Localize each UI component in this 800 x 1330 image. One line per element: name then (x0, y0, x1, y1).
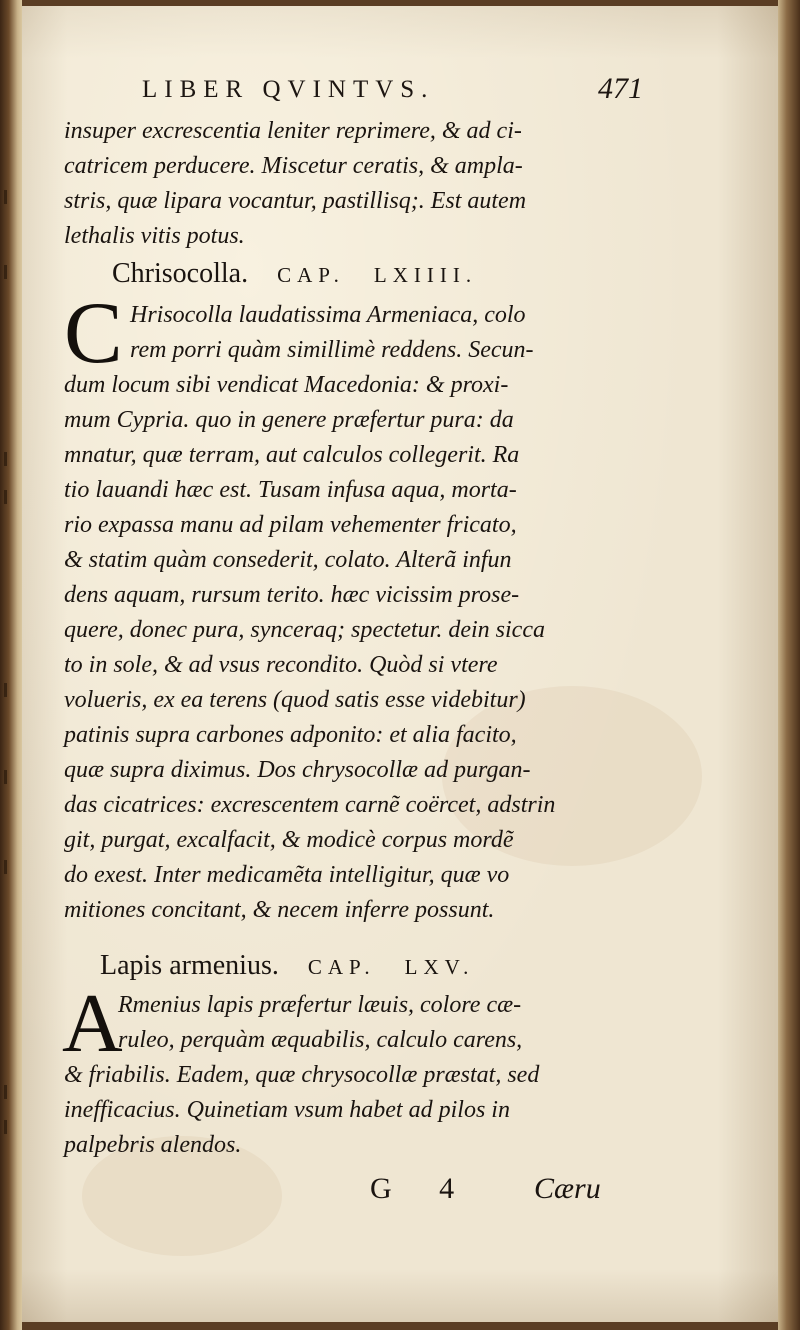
text-line: & friabilis. Eadem, quæ chrysocollæ præstat, sed (64, 1062, 540, 1088)
text-line: Hrisocolla laudatissima Armeniaca, colo (130, 302, 526, 328)
text-line: dum locum sibi vendicat Macedonia: & proxi- (64, 372, 509, 398)
text-line: lethalis vitis potus. (64, 223, 245, 249)
section-title: Chrisocolla. (112, 258, 249, 289)
text-line: git, purgat, excalfacit, & modicè corpus mordẽ (64, 827, 514, 853)
chapter-number: LXIIII. (373, 263, 478, 287)
catchword: Cæru (534, 1172, 601, 1205)
gutter-thread-marks (4, 0, 12, 1330)
text-line: Rmenius lapis præfertur læuis, colore cæ- (118, 992, 522, 1018)
text-line: dens aquam, rursum terito. hæc vicissim prose- (64, 582, 520, 608)
text-line: mum Cypria. quo in genere præfertur pura: da (64, 407, 514, 433)
text-line: volueris, ex ea terens (quod satis esse videbitur) (64, 687, 526, 713)
chapter-number: LXV. (404, 955, 475, 979)
book-edge-right (778, 0, 800, 1330)
signature-mark: G 4 (370, 1172, 475, 1205)
section-body-lapis-armenius (64, 988, 624, 1163)
text-line: patinis supra carbones adponito: et alia facito, (64, 722, 517, 748)
text-line: das cicatrices: excrescentem carnẽ coërcet, adstrin (64, 792, 556, 818)
text-line: mitiones concitant, & necem inferre possunt. (64, 897, 495, 923)
text-line: do exest. Inter medicamẽta intelligitur, quæ vo (64, 862, 510, 888)
text-line: quæ supra diximus. Dos chrysocollæ ad purgan- (64, 757, 531, 783)
chapter-label: CAP. (307, 955, 376, 979)
page-number: 471 (598, 72, 643, 105)
text-line: mnatur, quæ terram, aut calculos collegerit. Ra (64, 442, 520, 468)
text-line: quere, donec pura, synceraq; spectetur. dein sicca (64, 617, 545, 643)
text-line: inefficacius. Quinetiam vsum habet ad pilos in (64, 1097, 510, 1123)
text-line: rio expassa manu ad pilam vehementer fricato, (64, 512, 517, 538)
chapter-label: CAP. (277, 263, 345, 287)
text-line: insuper excrescentia leniter reprimere, & ad ci- (64, 118, 522, 144)
text-line: tio lauandi hæc est. Tusam infusa aqua, morta- (64, 477, 517, 503)
section-heading-lapis-armenius (100, 950, 474, 982)
section-body-chrisocolla (64, 298, 624, 928)
section-heading-chrisocolla (112, 258, 477, 290)
text-line: palpebris alendos. (64, 1132, 242, 1158)
running-head: LIBER QVINTVS. (142, 76, 435, 103)
text-line: stris, quæ lipara vocantur, pastillisq;. Est autem (64, 188, 527, 214)
drop-cap-letter: A (62, 977, 123, 1070)
text-line: to in sole, & ad vsus recondito. Quòd si vtere (64, 652, 498, 678)
text-line: rem porri quàm simillimè reddens. Secun- (130, 337, 534, 363)
section-title: Lapis armenius. (100, 950, 279, 981)
text-line: & statim quàm consederit, colato. Alterã infun (64, 547, 512, 573)
text-line: catricem perducere. Miscetur ceratis, & ampla- (64, 153, 523, 179)
drop-cap-letter: C (64, 285, 123, 382)
text-line: ruleo, perquàm æquabilis, calculo carens, (118, 1027, 523, 1053)
intro-paragraph (64, 114, 624, 254)
book-spine-left (0, 0, 22, 1330)
